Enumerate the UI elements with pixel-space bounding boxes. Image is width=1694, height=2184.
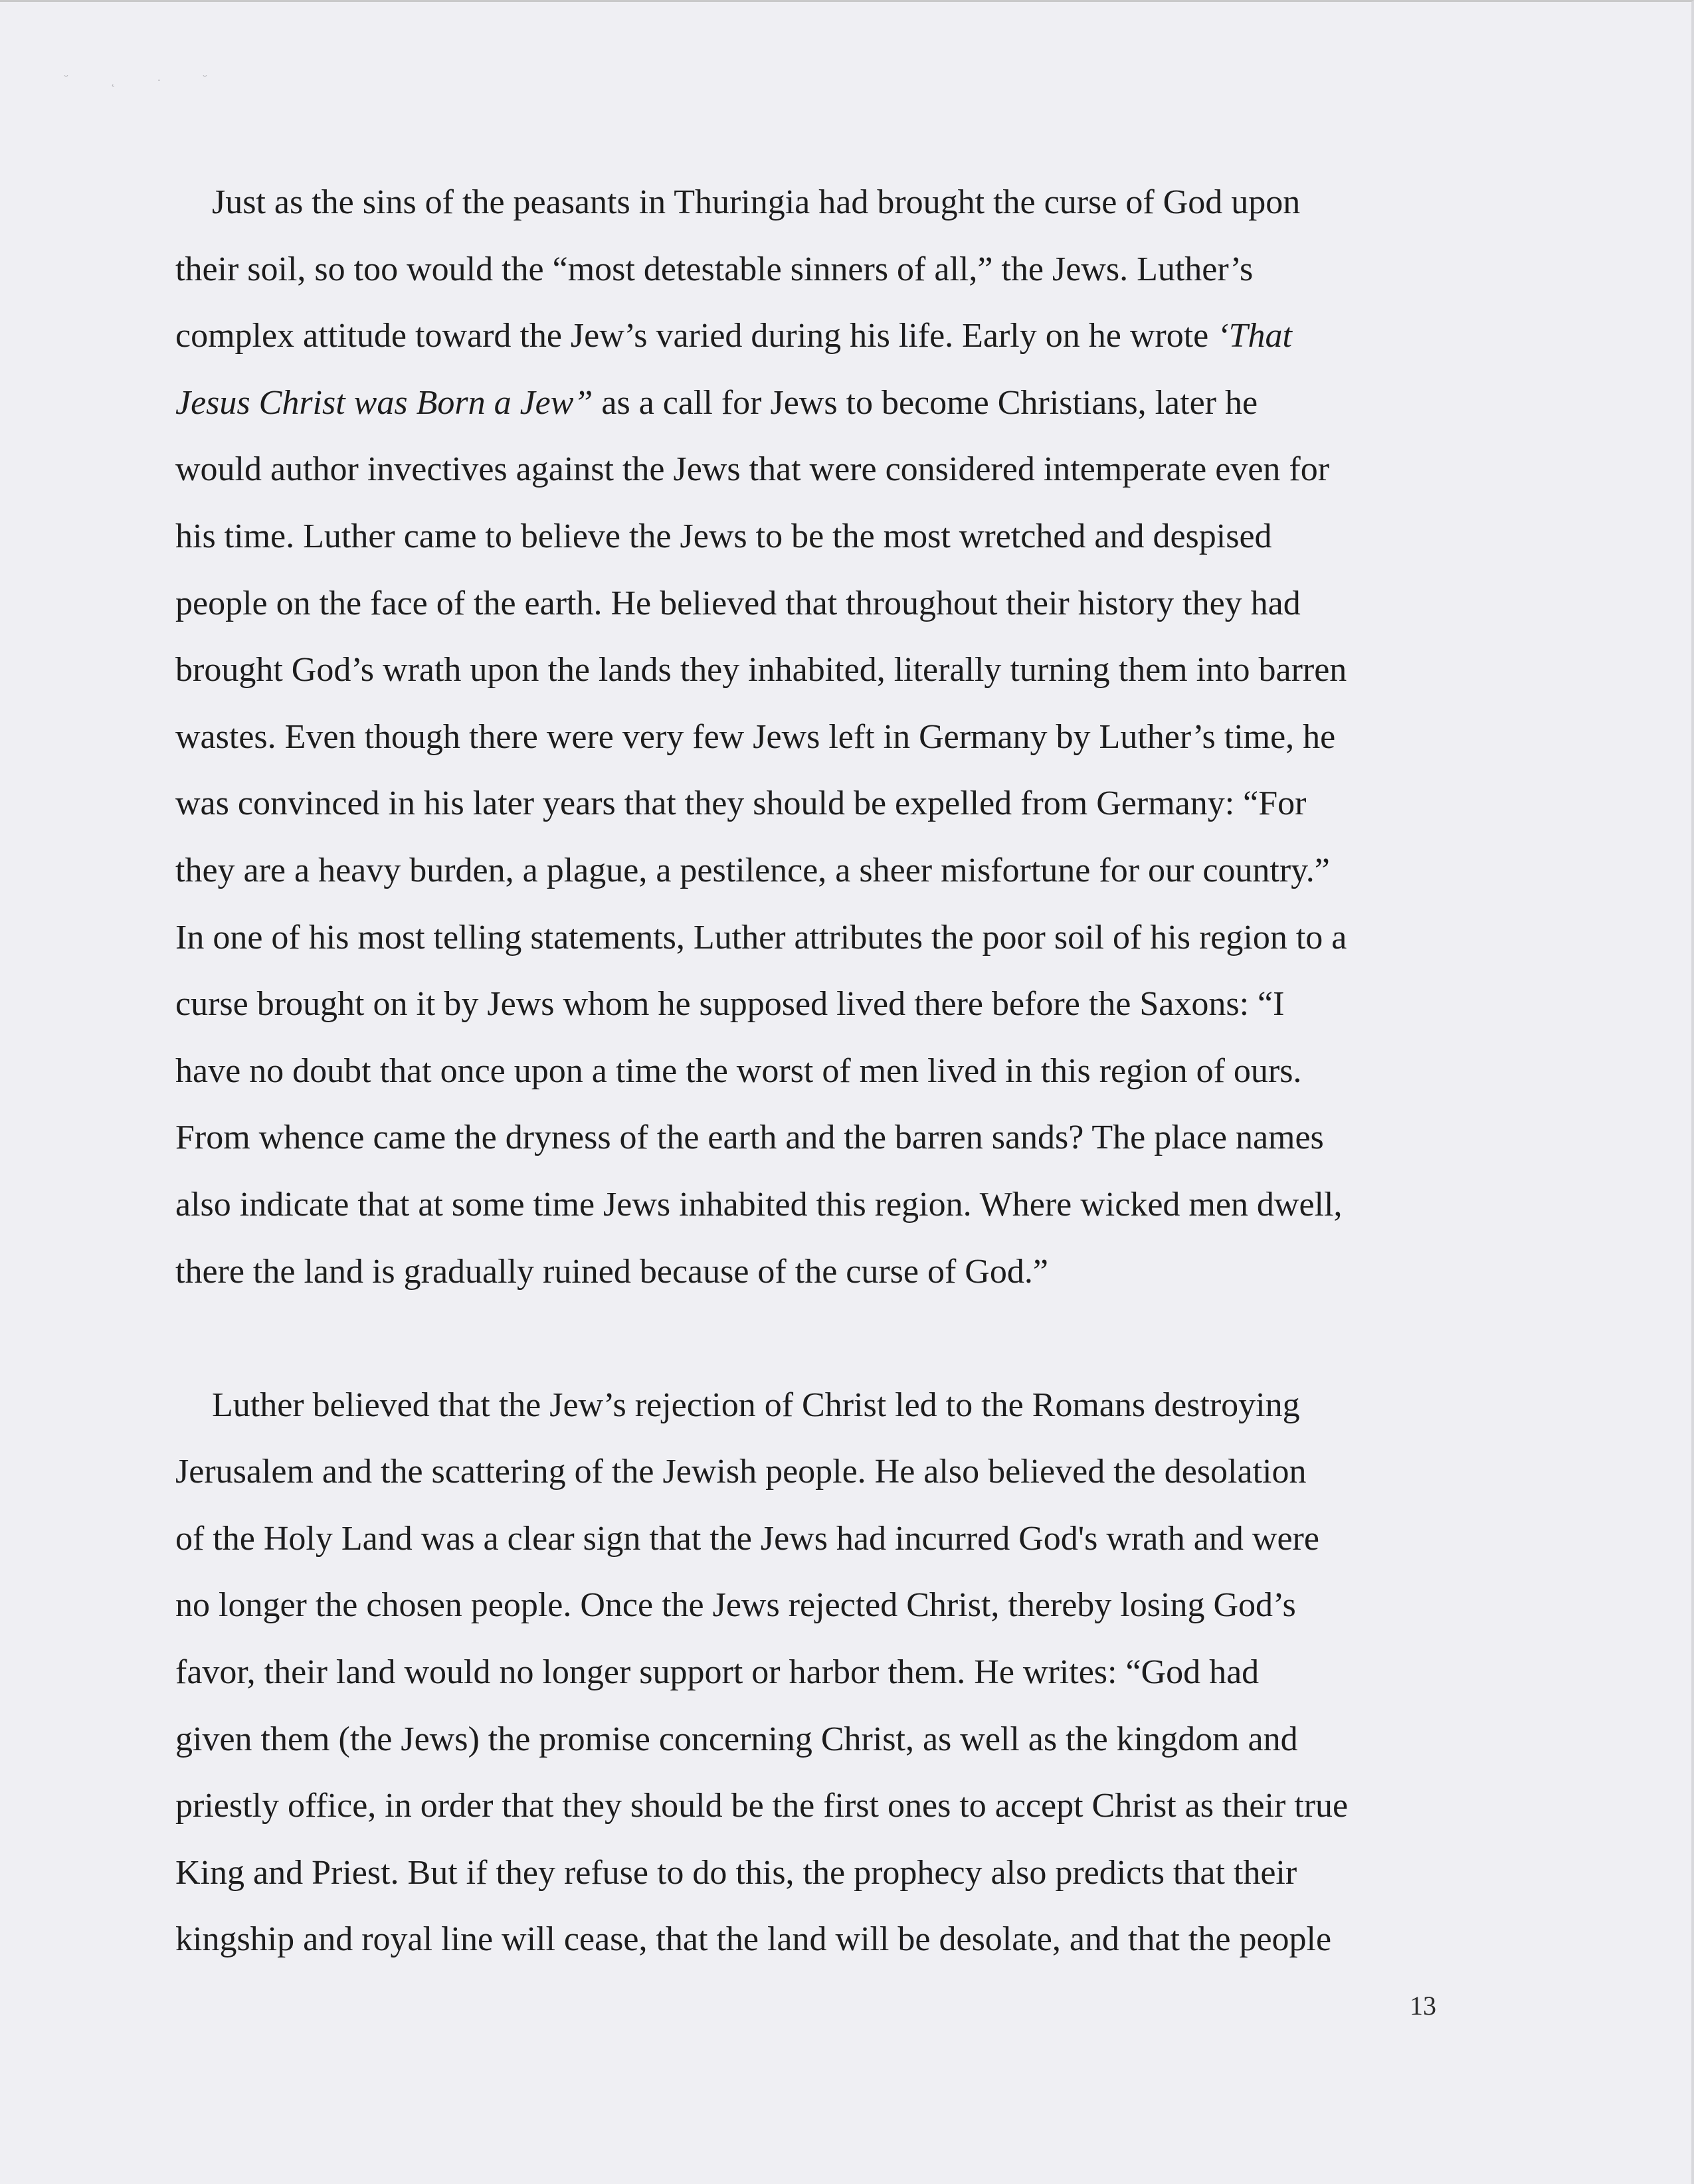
text-line: From whence came the dryness of the earth and the barren sands? The place names — [175, 1119, 1324, 1157]
text-line: their soil, so too would the “most detestable sinners of all,” the Jews. Luther’s — [175, 250, 1254, 288]
text-line: favor, their land would no longer support or harbor them. He writes: “God had — [175, 1653, 1260, 1692]
text-line: Jerusalem and the scattering of the Jewish people. He also believed the desolation — [175, 1453, 1307, 1491]
text-line: his time. Luther came to believe the Jews to be the most wretched and despised — [175, 517, 1272, 555]
italic-title: ‘That — [1217, 317, 1292, 355]
paragraph-2 — [175, 1372, 1524, 1973]
text-line — [175, 370, 1524, 437]
paragraph-spacer — [175, 1305, 1524, 1372]
text-line: was convinced in his later years that they should be expelled from Germany: “For — [175, 784, 1307, 823]
text-line: no longer the chosen people. Once the Jews rejected Christ, thereby losing God’s — [175, 1586, 1296, 1625]
text-line: kingship and royal line will cease, that the land will be desolate, and that the people — [175, 1920, 1332, 1959]
text-line: In one of his most telling statements, Luther attributes the poor soil of his region to a — [175, 918, 1347, 956]
text-line: people on the face of the earth. He believed that throughout their history they had — [175, 584, 1301, 622]
text-line: they are a heavy burden, a plague, a pestilence, a sheer misfortune for our country.” — [175, 851, 1330, 889]
text-line: there the land is gradually ruined because of the curse of God.” — [175, 1252, 1048, 1291]
text-line: given them (the Jews) the promise concerning Christ, as well as the kingdom and — [175, 1720, 1298, 1758]
italic-title: Jesus Christ was Born a Jew” — [175, 383, 593, 422]
text-line: priestly office, in order that they should be the first ones to accept Christ as their true — [175, 1787, 1349, 1825]
body-text — [175, 169, 1524, 1973]
text-line: of the Holy Land was a clear sign that the Jews had incurred God's wrath and were — [175, 1519, 1319, 1558]
text-segment: as a call for Jews to become Christians, later he — [593, 383, 1258, 422]
text-line: wastes. Even though there were very few Jews left in Germany by Luther’s time, he — [175, 717, 1336, 756]
text-line — [175, 303, 1524, 370]
paragraph-1 — [175, 169, 1524, 1305]
text-line: King and Priest. But if they refuse to do this, the prophecy also predicts that their — [175, 1853, 1297, 1892]
text-line: would author invectives against the Jews that were considered intemperate even for — [175, 450, 1330, 489]
text-segment: complex attitude toward the Jew’s varied during his life. Early on he wrote — [175, 317, 1218, 355]
scan-artifact: ˘ ˛ · ˘ — [63, 74, 227, 88]
page-number: 13 — [1410, 1991, 1436, 2021]
text-line: curse brought on it by Jews whom he supposed lived there before the Saxons: “I — [175, 985, 1285, 1024]
text-line: Luther believed that the Jew’s rejection of Christ led to the Romans destroying — [212, 1386, 1300, 1424]
text-line: Just as the sins of the peasants in Thuringia had brought the curse of God upon — [212, 183, 1301, 221]
text-line: have no doubt that once upon a time the worst of men lived in this region of ours. — [175, 1051, 1302, 1090]
text-line: also indicate that at some time Jews inhabited this region. Where wicked men dwell, — [175, 1185, 1343, 1224]
text-line: brought God’s wrath upon the lands they inhabited, literally turning them into barren — [175, 651, 1347, 689]
